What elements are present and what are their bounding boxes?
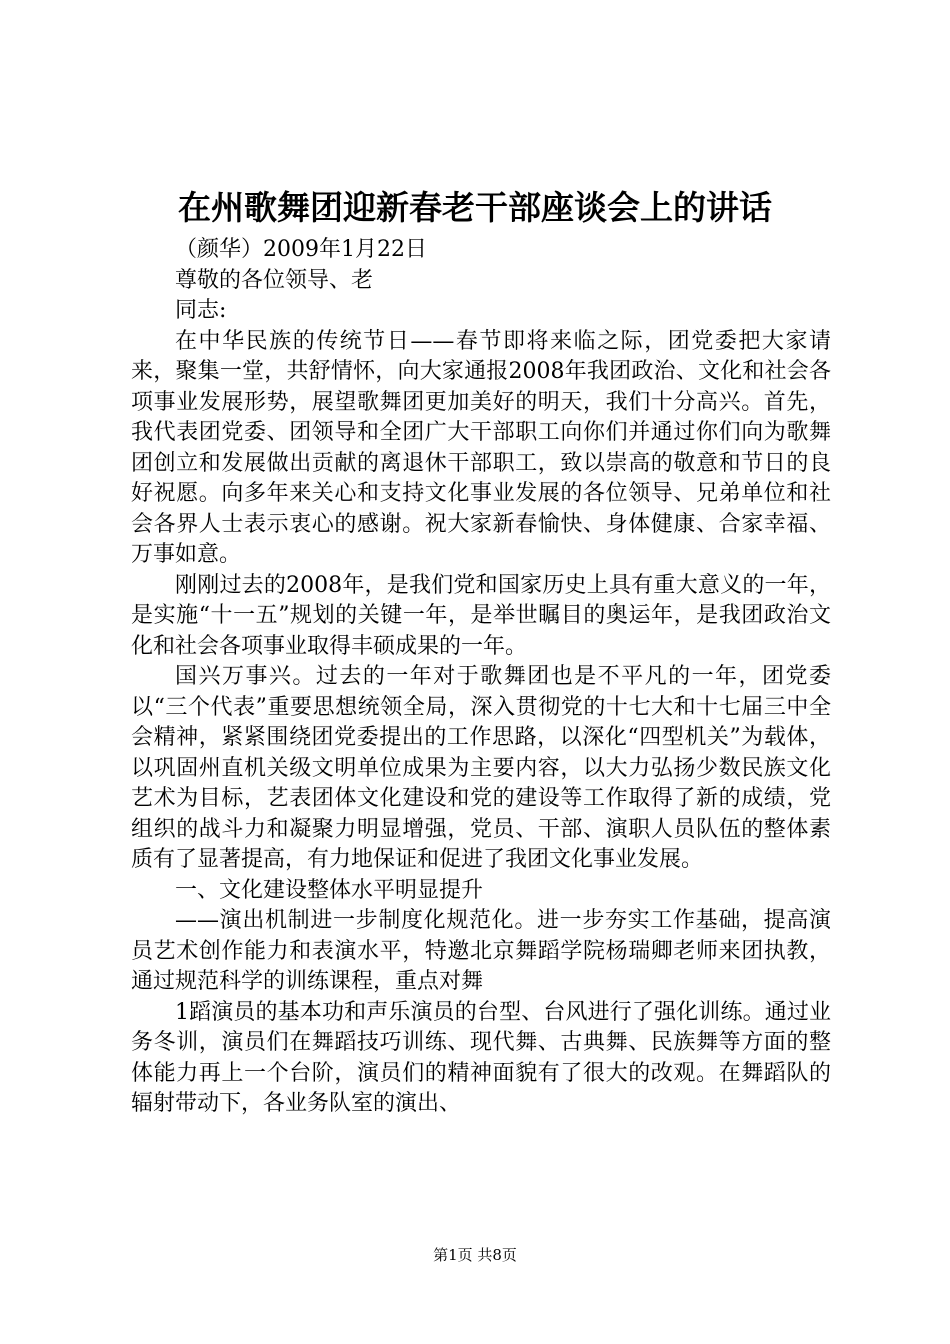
salutation-line-1: 尊敬的各位领导、老 <box>175 267 374 293</box>
salutation-line-2: 同志: <box>175 298 227 323</box>
paragraph: 刚刚过去的2008年，是我们党和国家历史上具有重大意义的一年，是实施“十一五”规划的关键一年，是举世瞩目的奥运年，是我团政治文化和社会各项事业取得丰硕成果的一年。 <box>131 572 831 659</box>
date-line: （颜华）2009年1月22日 <box>175 237 427 262</box>
page-footer: 第1页 共8页 <box>433 1246 517 1264</box>
paragraph: 在中华民族的传统节日——春节即将来临之际，团党委把大家请来，聚集一堂，共舒情怀，向大家通报2008年我团政治、文化和社会各项事业发展形势，展望歌舞团更加美好的明天，我们十分高兴。首先，我代表团党委、团领导和全团广大干部职工向你们并通过你们向为歌舞团创立和发展做出贡献的离退休干部职工，致以崇高的敬意和节日的良好祝愿。向多年来关心和支持文化事业发展的各位领导、兄弟单位和社会各界人士表示衷心的感谢。祝大家新春愉快、身体健康、合家幸福、万事如意。 <box>131 328 831 567</box>
document-title: 在州歌舞团迎新春老干部座谈会上的讲话 <box>178 188 772 227</box>
paragraph: 1蹈演员的基本功和声乐演员的台型、台风进行了强化训练。通过业务冬训，演员们在舞蹈技巧训练、现代舞、古典舞、民族舞等方面的整体能力再上一个台阶，演员们的精神面貌有了很大的改观。在舞蹈队的辐射带动下，各业务队室的演出、 <box>131 999 831 1116</box>
paragraph: ——演出机制进一步制度化规范化。进一步夯实工作基础，提高演员艺术创作能力和表演水平，特邀北京舞蹈学院杨瑞卿老师来团执教，通过规范科学的训练课程，重点对舞 <box>131 908 831 994</box>
section-heading: 一、文化建设整体水平明显提升 <box>175 877 484 903</box>
paragraph: 国兴万事兴。过去的一年对于歌舞团也是不平凡的一年，团党委以“三个代表”重要思想统领全局，深入贯彻党的十七大和十七届三中全会精神，紧紧围绕团党委提出的工作思路，以深化“四型机关”为载体，以巩固州直机关级文明单位成果为主要内容，以大力弘扬少数民族文化艺术为目标，艺表团体文化建设和党的建设等工作取得了新的成绩，党组织的战斗力和凝聚力明显增强，党员、干部、演职人员队伍的整体素质有了显著提高，有力地保证和促进了我团文化事业发展。 <box>131 664 831 872</box>
document-body <box>131 235 831 1120</box>
